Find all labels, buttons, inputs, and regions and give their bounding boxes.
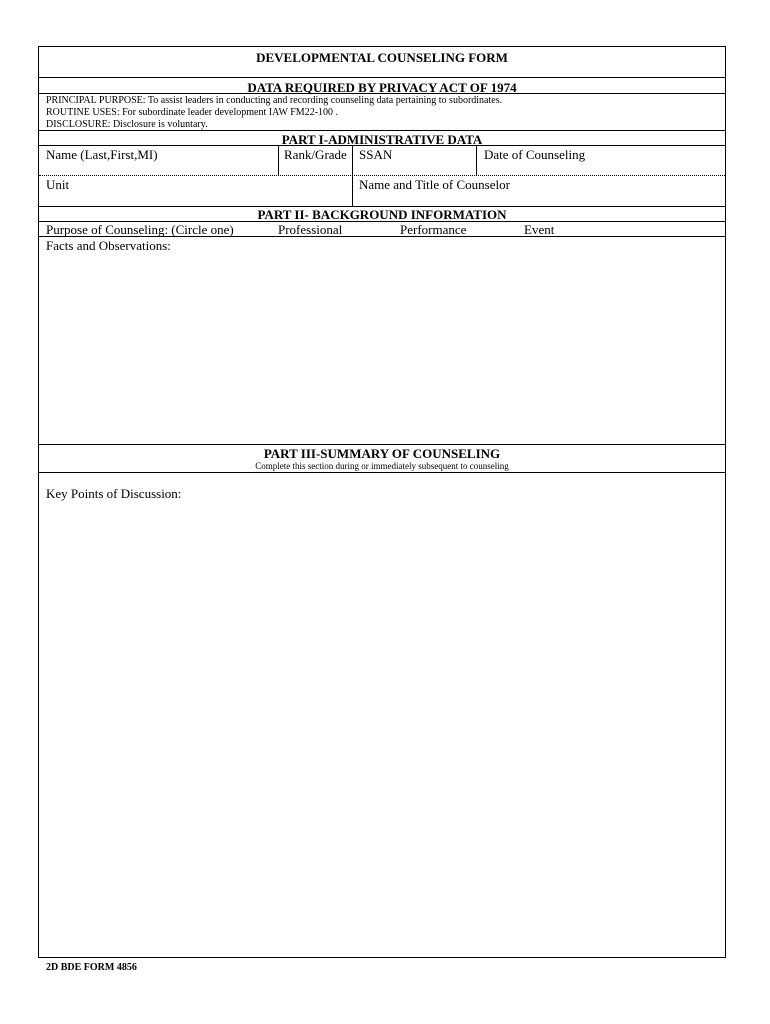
routine-uses-text: ROUTINE USES: For subordinate leader development IAW FM22-100 . <box>46 107 339 118</box>
part3-header: PART III-SUMMARY OF COUNSELING <box>263 446 501 461</box>
divider <box>39 472 725 473</box>
principal-purpose-text: PRINCIPAL PURPOSE: To assist leaders in conducting and recording counseling data pertaining to subordinates. <box>46 95 503 106</box>
part1-header: PART I-ADMINISTRATIVE DATA <box>281 132 483 147</box>
divider <box>39 236 725 237</box>
option-event[interactable]: Event <box>524 222 555 237</box>
name-field-label: Name (Last,First,MI) <box>46 147 158 162</box>
ssan-field-label: SSAN <box>359 147 393 162</box>
form-title: DEVELOPMENTAL COUNSELING FORM <box>256 50 508 65</box>
disclosure-text: DISCLOSURE: Disclosure is voluntary. <box>46 119 208 130</box>
divider <box>39 77 725 78</box>
divider <box>39 93 725 94</box>
purpose-of-counseling-label: Purpose of Counseling: (Circle one) <box>46 222 234 237</box>
divider <box>278 145 279 175</box>
unit-field-label: Unit <box>46 177 70 192</box>
privacy-act-header: DATA REQUIRED BY PRIVACY ACT OF 1974 <box>247 80 517 95</box>
divider <box>39 130 725 131</box>
form-number: 2D BDE FORM 4856 <box>46 962 137 973</box>
rank-grade-field-label: Rank/Grade <box>284 147 347 162</box>
counseling-form <box>38 46 726 958</box>
part3-instruction: Complete this section during or immediately subsequent to counseling <box>255 461 509 471</box>
divider <box>476 145 477 175</box>
facts-observations-label: Facts and Observations: <box>46 238 171 253</box>
divider <box>39 444 725 445</box>
divider <box>39 145 725 146</box>
date-of-counseling-field-label: Date of Counseling <box>484 147 586 162</box>
key-points-label: Key Points of Discussion: <box>46 486 182 501</box>
option-performance[interactable]: Performance <box>400 222 467 237</box>
option-professional[interactable]: Professional <box>278 222 343 237</box>
divider <box>39 175 725 176</box>
counselor-field-label: Name and Title of Counselor <box>359 177 510 192</box>
part2-header: PART II- BACKGROUND INFORMATION <box>257 207 507 222</box>
